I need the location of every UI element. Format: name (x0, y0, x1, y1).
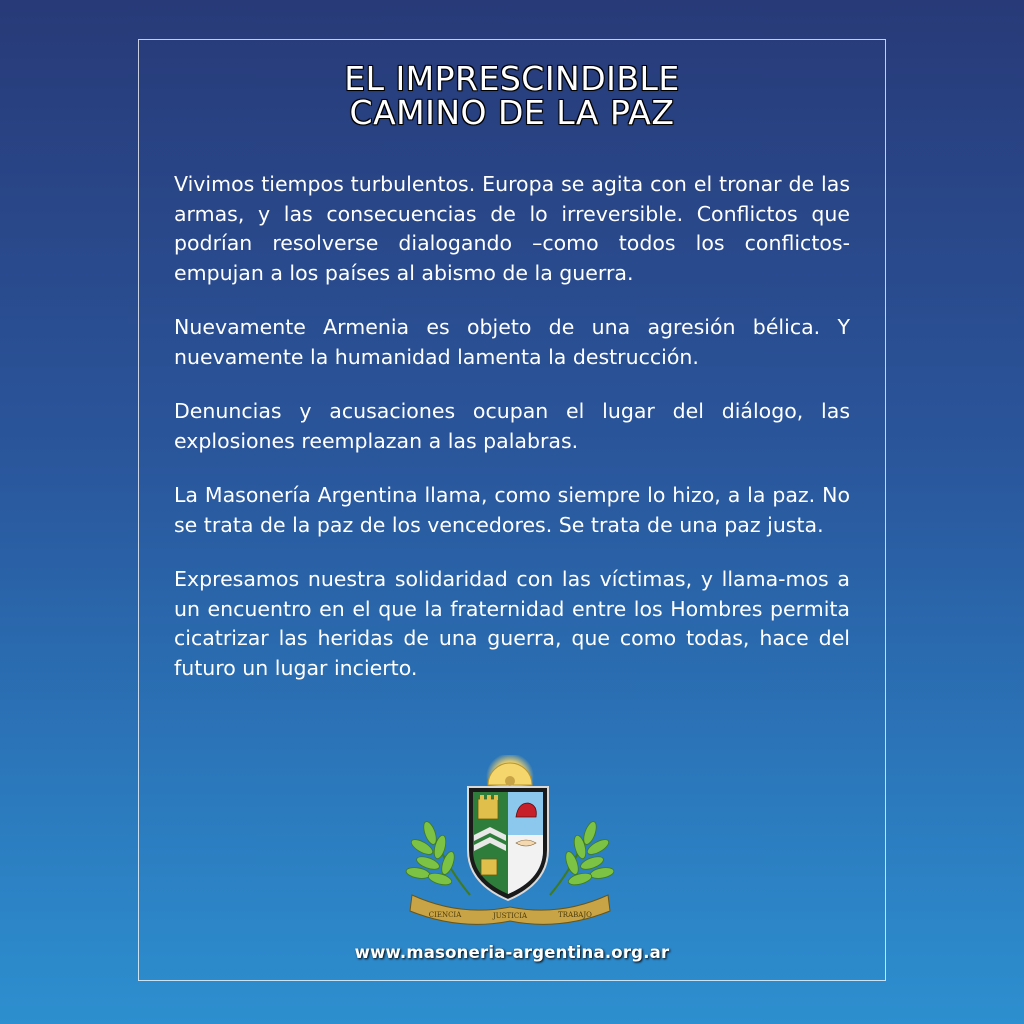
paragraph-5: Expresamos nuestra solidaridad con las víctimas, y llama-mos a un encuentro en el que la fraternidad entre los Hombres permita cicatrizar las heridas de una guerra, que como todas, hace del futuro un lugar incierto. (174, 567, 850, 680)
shield-icon (468, 787, 548, 900)
ribbon-word-1: CIENCIA (428, 911, 462, 919)
right-laurel-icon (550, 820, 615, 895)
ribbon-word-2: JUSTICIA (492, 912, 528, 920)
paragraph-2: Nuevamente Armenia es objeto de una agresión bélica. Y nuevamente la humanidad lamenta la destrucción. (174, 315, 850, 369)
masonic-emblem (400, 755, 620, 930)
website-link[interactable]: www.masoneria-argentina.org.ar (354, 943, 670, 962)
title-line-2: CAMINO DE LA PAZ (349, 93, 675, 132)
title-line-1: EL IMPRESCINDIBLE (344, 59, 680, 98)
statement-body (174, 170, 850, 708)
paragraph-1: Vivimos tiempos turbulentos. Europa se agita con el tronar de las armas, y las consecuencias de lo irreversible. Conflictos que podrían resolverse dialogando –como todos los conflictos- empujan a los países al abismo de la guerra. (174, 172, 850, 285)
page-title (0, 59, 1024, 132)
ribbon-word-3: TRABAJO (558, 911, 592, 919)
paragraph-4: La Masonería Argentina llama, como siempre lo hizo, a la paz. No se trata de la paz de los vencedores. Se trata de una paz justa. (174, 483, 850, 537)
left-laurel-icon (405, 820, 470, 895)
paragraph-3: Denuncias y acusaciones ocupan el lugar del diálogo, las explosiones reemplazan a las palabras. (174, 399, 850, 453)
